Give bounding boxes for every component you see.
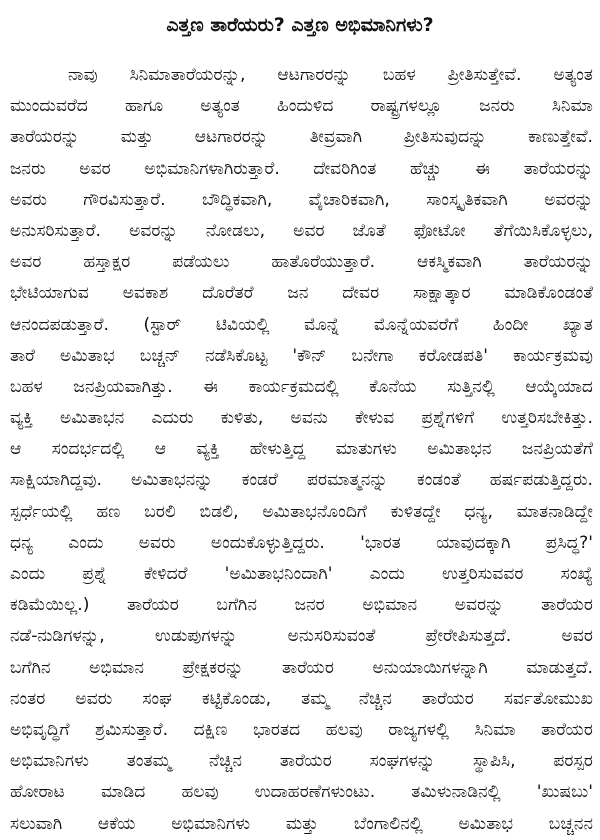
page-title: ಎತ್ತಣ ತಾರೆಯರು? ಎತ್ತಣ ಅಭಿಮಾನಿಗಳು? <box>166 14 434 36</box>
text-line: ಬಗೆಗಿನ ಅಭಿಮಾನ ಪ್ರೇಕ್ಷಕರನ್ನು ತಾರೆಯರ ಅನುಯಾಯಿಗಳನ್ನಾಗಿ ಮಾಡುತ್ತದೆ. <box>10 657 593 678</box>
text-line: ಧನ್ಯ ಎಂದು ಅವರು ಅಂದುಕೊಳ್ಳುತ್ತಿದ್ದರು. 'ಭಾರತ ಯಾವುದಕ್ಕಾಗಿ ಪ್ರಸಿದ್ಧ?' <box>10 532 593 553</box>
text-line: ಭೇಟಿಯಾಗುವ ಅವಕಾಶ ದೊರೆತರೆ ಜನ ದೇವರ ಸಾಕ್ಷಾತ್ಕಾರ ಮಾಡಿಕೊಂಡಂತೆ <box>10 283 593 304</box>
text-line: ಸ್ಪರ್ಧೆಯಲ್ಲಿ ಹಣ ಬರಲಿ ಬಿಡಲಿ, ಅಮಿತಾಭನೊಂದಿಗೆ ಕುಳಿತದ್ದೇ ಧನ್ಯ, ಮಾತನಾಡಿದ್ದೇ <box>10 501 593 522</box>
text-line: ಮುಂದುವರೆದ ಹಾಗೂ ಅತ್ಯಂತ ಹಿಂದುಳಿದ ರಾಷ್ಟ್ರಗಳಲ್ಲೂ ಜನರು ಸಿನಿಮಾ <box>10 96 593 117</box>
text-line: ಅಭಿಮಾನಿಗಳು ತಂತಮ್ಮ ನೆಚ್ಚಿನ ತಾರೆಯರ ಸಂಘಗಳನ್ನು ಸ್ಥಾಪಿಸಿ, ಪರಸ್ಪರ <box>10 751 593 772</box>
text-line: ಅನುಸರಿಸುತ್ತಾರೆ. ಅವರನ್ನು ನೋಡಲು, ಅವರ ಜೊತೆ ಫೋಟೋ ತೆಗೆಯಿಸಿಕೊಳ್ಳಲು, <box>10 220 593 241</box>
text-line: ಆನಂದಪಡುತ್ತಾರೆ. (ಸ್ಟಾರ್ ಟಿವಿಯಲ್ಲಿ ಮೊನ್ನೆ ಮೊನ್ನೆಯವರೆಗೆ ಹಿಂದೀ ಖ್ಯಾತ <box>10 314 593 335</box>
text-line: ಸಾಕ್ಷಿಯಾಗಿದ್ದವು. ಅಮಿತಾಭನನ್ನು ಕಂಡರೆ ಪರಮಾತ್ಮನನ್ನು ಕಂಡಂತೆ ಹರ್ಷಪಡುತ್ತಿದ್ದರು. <box>10 470 593 491</box>
text-line: ಬಹಳ ಜನಪ್ರಿಯವಾಗಿತ್ತು. ಈ ಕಾರ್ಯಕ್ರಮದಲ್ಲಿ ಕೊನೆಯ ಸುತ್ತಿನಲ್ಲಿ ಆಯ್ಕೆಯಾದ <box>10 376 593 397</box>
text-line: ಅವರು ಗೌರವಿಸುತ್ತಾರೆ. ಬೌದ್ಧಿಕವಾಗಿ, ವೈಚಾರಿಕವಾಗಿ, ಸಾಂಸ್ಕೃತಿಕವಾಗಿ ಅವರನ್ನು <box>10 189 593 210</box>
text-line: ಕಡಿಮೆಯಿಲ್ಲ.) ತಾರೆಯರ ಬಗೆಗಿನ ಜನರ ಅಭಿಮಾನ ಅವರನ್ನು ತಾರೆಯರ <box>10 595 593 616</box>
text-line: ನಡೆ-ನುಡಿಗಳನ್ನು, ಉಡುಪುಗಳನ್ನು ಅನುಸರಿಸುವಂತೆ ಪ್ರೇರೇಪಿಸುತ್ತದೆ. ಅವರ <box>10 626 593 647</box>
body-paragraph <box>10 60 593 840</box>
text-line: ತಾರೆಯರನ್ನು ಮತ್ತು ಆಟಗಾರರನ್ನು ತೀವ್ರವಾಗಿ ಪ್ರೀತಿಸುವುದನ್ನು ಕಾಣುತ್ತೇವೆ. <box>10 127 593 148</box>
text-line: ಜನರು ಅವರ ಅಭಿಮಾನಿಗಳಾಗಿರುತ್ತಾರೆ. ದೇವರಿಗಿಂತ ಹೆಚ್ಚು ಈ ತಾರೆಯರನ್ನು <box>10 158 593 179</box>
text-line: ಅವರ ಹಸ್ತಾಕ್ಷರ ಪಡೆಯಲು ಹಾತೊರೆಯುತ್ತಾರೆ. ಆಕಸ್ಮಿಕವಾಗಿ ತಾರೆಯರನ್ನು <box>10 252 593 273</box>
text-line: ಸಲುವಾಗಿ ಆಕೆಯ ಅಭಿಮಾನಿಗಳು ಮತ್ತು ಬೆಂಗಾಲಿನಲ್ಲಿ ಅಮಿತಾಭ ಬಚ್ಚನನ <box>10 813 593 834</box>
text-line: ಆ ಸಂದರ್ಭದಲ್ಲಿ ಆ ವ್ಯಕ್ತಿ ಹೇಳುತ್ತಿದ್ದ ಮಾತುಗಳು ಅಮಿತಾಭನ ಜನಪ್ರಿಯತೆಗೆ <box>10 439 593 460</box>
text-line: ಹೋರಾಟ ಮಾಡಿದ ಹಲವು ಉದಾಹರಣೆಗಳುಂಟು. ತಮಿಳುನಾಡಿನಲ್ಲಿ 'ಖುಷಬು' <box>10 782 593 803</box>
text-line: ಅಭಿವೃದ್ಧಿಗೆ ಶ್ರಮಿಸುತ್ತಾರೆ. ದಕ್ಷಿಣ ಭಾರತದ ಹಲವು ರಾಜ್ಯಗಳಲ್ಲಿ ಸಿನಿಮಾ ತಾರೆಯರ <box>10 719 593 740</box>
text-line: ಎಂದು ಪ್ರಶ್ನೆ ಕೇಳಿದರೆ 'ಅಮಿತಾಭನಿಂದಾಗಿ' ಎಂದು ಉತ್ತರಿಸುವವರ ಸಂಖ್ಯೆ <box>10 564 593 584</box>
text-line: ವ್ಯಕ್ತಿ ಅಮಿತಾಭನ ಎದುರು ಕುಳಿತು, ಅವನು ಕೇಳುವ ಪ್ರಶ್ನೆಗಳಿಗೆ ಉತ್ತರಿಸಬೇಕಿತ್ತು. <box>10 408 593 429</box>
text-line: ನಾವು ಸಿನಿಮಾತಾರೆಯರನ್ನು, ಆಟಗಾರರನ್ನು ಬಹಳ ಪ್ರೀತಿಸುತ್ತೇವೆ. ಅತ್ಯಂತ <box>68 65 593 85</box>
text-line: ನಂತರ ಅವರು ಸಂಘ ಕಟ್ಟಿಕೊಂಡು, ತಮ್ಮ ನೆಚ್ಚಿನ ತಾರೆಯರ ಸರ್ವತೋಮುಖ <box>10 688 593 709</box>
text-line: ತಾರೆ ಅಮಿತಾಭ ಬಚ್ಚನ್ ನಡೆಸಿಕೊಟ್ಟ 'ಕೌನ್ ಬನೇಗಾ ಕರೋಡಪತಿ' ಕಾರ್ಯಕ್ರಮವು <box>10 345 593 366</box>
